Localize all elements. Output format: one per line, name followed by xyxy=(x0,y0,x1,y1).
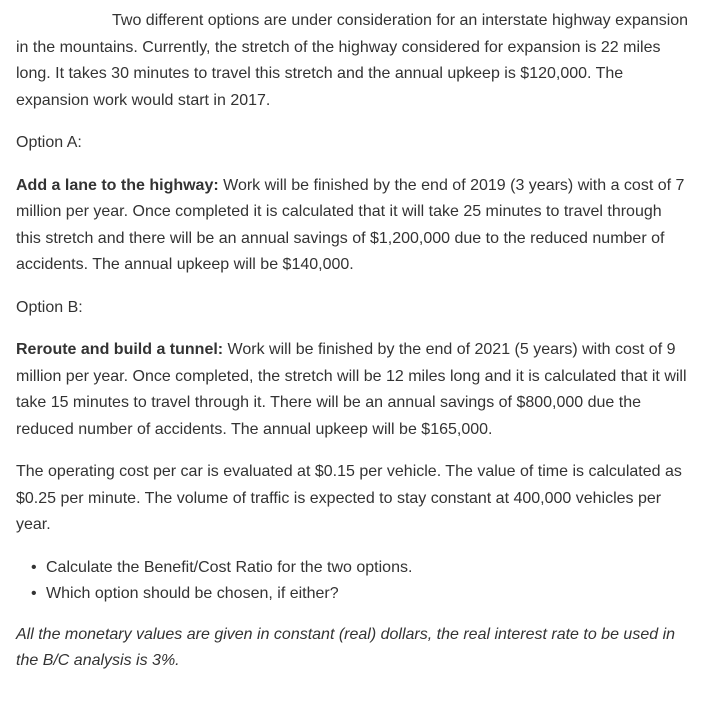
option-a-title: Add a lane to the highway: xyxy=(16,176,219,194)
option-b-text: Work will be finished by the end of 2021 (5 years) with cost of 9 million per year. Once completed, the stretch will be 12 miles long and it is calculated that it will take 15 minutes to travel through it. There will be an annual savings of $800,000 due the reduced number of accidents. The annual upkeep will be $165,000. xyxy=(16,341,687,438)
option-b-description xyxy=(16,337,689,443)
task-text: Which option should be chosen, if either? xyxy=(46,585,339,602)
bullet-icon: • xyxy=(31,585,37,602)
option-b-title: Reroute and build a tunnel: xyxy=(16,341,224,358)
note-paragraph: All the monetary values are given in constant (real) dollars, the real interest rate to be used in the B/C analysis is 3%. xyxy=(16,625,676,669)
option-a-description xyxy=(16,173,689,279)
option-a-label: Option A: xyxy=(16,134,82,151)
task-list xyxy=(16,555,689,608)
task-text: Calculate the Benefit/Cost Ratio for the two options. xyxy=(46,558,413,576)
option-b-label: Option B: xyxy=(16,298,83,316)
option-a-text: Work will be finished by the end of 2019 (3 years) with a cost of 7 million per year. Once completed it is calculated that it will take 25 minutes to travel through this stretch and there will be an annual savings of $1,200,000 due to the reduced number of accidents. The annual upkeep will be $140,000. xyxy=(16,176,685,273)
intro-paragraph: Two different options are under consideration for an interstate highway expansion in the mountains. Currently, the stretch of the highway considered for expansion is 22 miles long. It takes 30 minutes to travel this stretch and the annual upkeep is $120,000. The expansion work would start in 2017. xyxy=(16,12,689,109)
task-item xyxy=(31,555,689,582)
bullet-icon: • xyxy=(31,558,37,576)
operating-cost-paragraph: The operating cost per car is evaluated at $0.15 per vehicle. The value of time is calculated as $0.25 per minute. The volume of traffic is expected to stay constant at 400,000 vehicles per year. xyxy=(16,463,682,533)
task-item xyxy=(31,581,689,608)
